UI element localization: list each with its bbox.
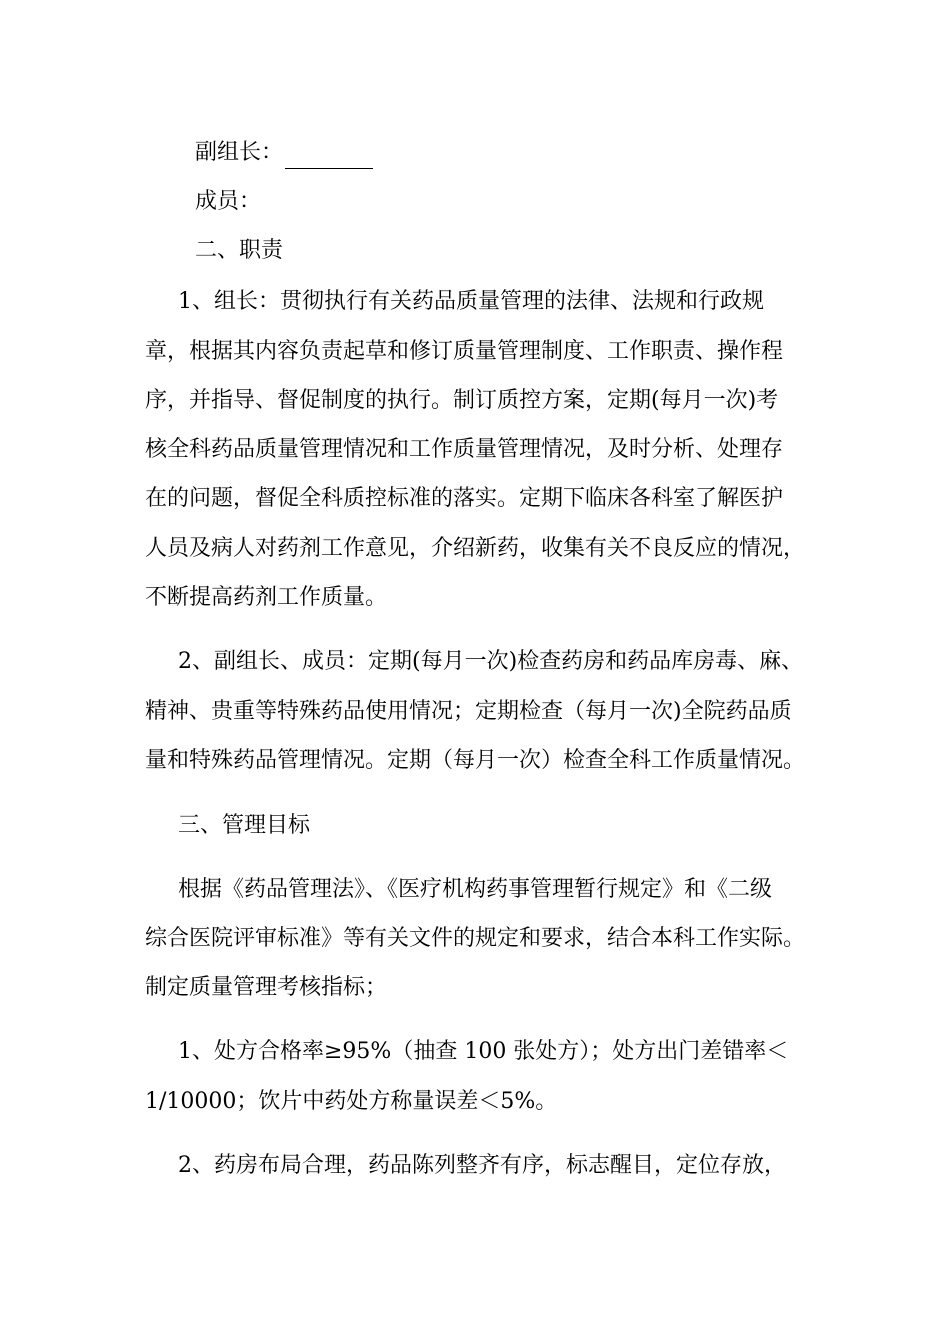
paragraph-3-line: 根据《药品管理法》、《医疗机构药事管理暂行规定》和《二级 <box>178 877 773 902</box>
section2-title: 二、职责 <box>195 238 284 263</box>
paragraph-1-line: 序，并指导、督促制度的执行。制订质控方案，定期(每月一次)考 <box>145 388 779 413</box>
vice-leader-label: 副组长： <box>195 140 284 165</box>
vice-leader-blank <box>285 146 373 169</box>
members-label: 成员： <box>195 189 262 214</box>
paragraph-1-line: 核全科药品质量管理情况和工作质量管理情况，及时分析、处理存 <box>145 437 784 462</box>
paragraph-1-line: 1、组长：贯彻执行有关药品质量管理的法律、法规和行政规 <box>178 289 764 314</box>
paragraph-4-line: 1/10000；饮片中药处方称量误差＜5%。 <box>145 1089 558 1114</box>
paragraph-5-line: 2、药房布局合理，药品陈列整齐有序，标志醒目，定位存放， <box>178 1153 786 1178</box>
paragraph-1-line: 不断提高药剂工作质量。 <box>145 585 388 610</box>
paragraph-2-line: 2、副组长、成员：定期(每月一次)检查药房和药品库房毒、麻、 <box>178 649 804 674</box>
paragraph-4-line: 1、处方合格率≥95%（抽查 100 张处方）；处方出门差错率＜ <box>178 1039 789 1064</box>
paragraph-3-line: 综合医院评审标准》等有关文件的规定和要求，结合本科工作实际。 <box>145 926 806 951</box>
paragraph-1-line: 在的问题，督促全科质控标准的落实。定期下临床各科室了解医护 <box>145 486 784 511</box>
paragraph-1-line: 章，根据其内容负责起草和修订质量管理制度、工作职责、操作程 <box>145 339 784 364</box>
paragraph-2-line: 精神、贵重等特殊药品使用情况；定期检查（每月一次)全院药品质 <box>145 699 792 724</box>
paragraph-3-line: 制定质量管理考核指标； <box>145 975 388 1000</box>
paragraph-2-line: 量和特殊药品管理情况。定期（每月一次）检查全科工作质量情况。 <box>145 748 806 773</box>
vice-leader-line <box>195 137 825 169</box>
section3-title: 三、管理目标 <box>178 813 311 838</box>
paragraph-1-line: 人员及病人对药剂工作意见，介绍新药，收集有关不良反应的情况， <box>145 536 806 561</box>
